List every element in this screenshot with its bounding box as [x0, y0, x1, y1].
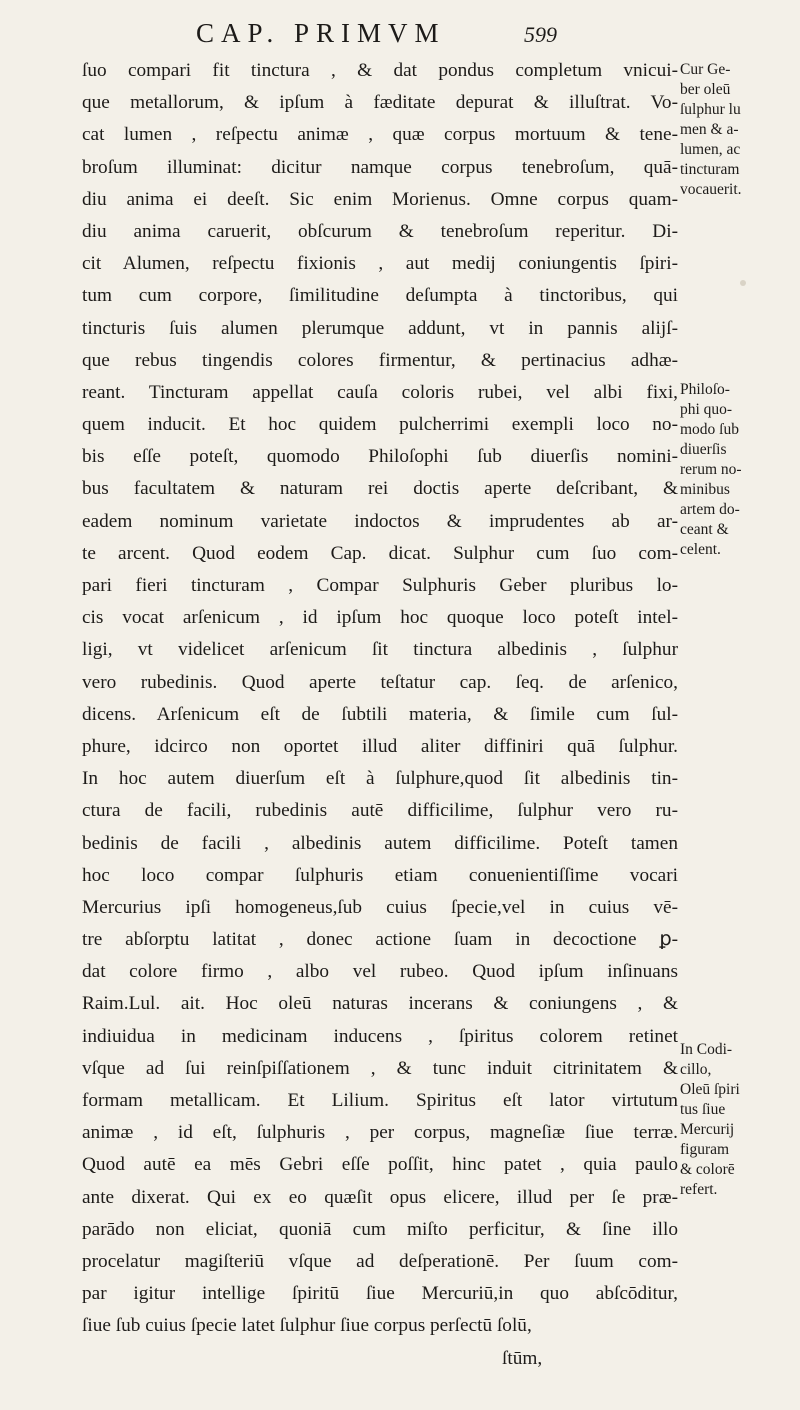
text-line: ante dixerat. Qui ex eo quæſit opus elicere, illud per ſe præ-	[82, 1186, 678, 1208]
margin-line: Oleū ſpiri	[680, 1081, 740, 1098]
margin-line: ber oleū	[680, 81, 731, 98]
text-line: bus facultatem & naturam rei doctis aperte deſcribant, &	[82, 478, 678, 500]
text-line: phure, idcirco non oportet illud aliter diffiniri quā ſulphur.	[82, 735, 678, 757]
text-line: dicens. Arſenicum eſt de ſubtili materia, & ſimile cum ſul-	[82, 703, 678, 725]
text-line: diu anima ei deeſt. Sic enim Morienus. Omne corpus quam-	[82, 188, 678, 210]
text-line: eadem nominum varietate indoctos & imprudentes ab ar-	[82, 510, 678, 532]
text-line: dat colore firmo , albo vel rubeo. Quod ipſum inſinuans	[82, 961, 678, 983]
margin-note-geber	[680, 60, 798, 200]
text-line: ligi, vt videlicet arſenicum ſit tinctura albedinis , ſulphur	[82, 639, 678, 661]
text-line: broſum illuminat: dicitur namque corpus tenebroſum, quā-	[82, 156, 678, 178]
text-line: ſiue ſub cuius ſpecie latet ſulphur ſiue corpus perſectū ſolū,	[82, 1315, 532, 1337]
margin-note-codicillo	[680, 1040, 798, 1200]
text-line: hoc loco compar ſulphuris etiam conuenientiſſime vocari	[82, 864, 678, 886]
margin-line: Philoſo-	[680, 381, 730, 398]
margin-line: men & a-	[680, 121, 739, 138]
catchword: ſtūm,	[502, 1347, 543, 1369]
text-line: vſque ad ſui reinſpiſſationem , & tunc induit citrinitatem &	[82, 1057, 678, 1079]
text-line: parādo non eliciat, quoniā cum miſto perficitur, & ſine illo	[82, 1218, 678, 1240]
text-line: bedinis de facili , albedinis autem difficilime. Poteſt tamen	[82, 832, 678, 854]
paper-stain	[740, 280, 746, 286]
margin-line: & colorē	[680, 1161, 735, 1178]
margin-line: minibus	[680, 481, 730, 498]
text-line: que rebus tingendis colores firmentur, & pertinacius adhæ-	[82, 349, 678, 371]
margin-line: cillo,	[680, 1061, 712, 1078]
margin-note-philosophi	[680, 380, 798, 560]
margin-line: tus ſiue	[680, 1101, 726, 1118]
text-line: bis eſſe poteſt, quomodo Philoſophi ſub diuerſis nomini-	[82, 446, 678, 468]
margin-line: refert.	[680, 1181, 718, 1198]
text-line: Mercurius ipſi homogeneus,ſub cuius ſpecie,vel in cuius vē-	[82, 896, 678, 918]
text-line: quem inducit. Et hoc quidem pulcherrimi exempli loco no-	[82, 414, 678, 436]
margin-line: diuerſis	[680, 441, 727, 458]
text-line: te arcent. Quod eodem Cap. dicat. Sulphur cum ſuo com-	[82, 542, 678, 564]
text-line: indiuidua in medicinam inducens , ſpiritus colorem retinet	[82, 1025, 678, 1047]
margin-line: Mercurij	[680, 1121, 735, 1138]
main-text-block	[82, 55, 678, 1375]
margin-line: ſulphur lu	[680, 101, 741, 118]
margin-line: celent.	[680, 541, 721, 558]
text-line: tum cum corpore, ſimilitudine deſumpta à tinctoribus, qui	[82, 285, 678, 307]
margin-line: tincturam	[680, 161, 740, 178]
text-line: animæ , id eſt, ſulphuris , per corpus, magneſiæ ſiue terræ.	[82, 1122, 678, 1144]
text-line: cit Alumen, reſpectu fixionis , aut medij coniungentis ſpiri-	[82, 253, 678, 275]
text-line: par igitur intellige ſpiritū ſiue Mercuriū,in quo abſcōditur,	[82, 1283, 678, 1305]
text-line: Raim.Lul. ait. Hoc oleū naturas incerans & coniungens , &	[82, 993, 678, 1015]
text-line: cat lumen , reſpectu animæ , quæ corpus mortuum & tene-	[82, 124, 678, 146]
text-line: diu anima caruerit, obſcurum & tenebroſum reperitur. Di-	[82, 220, 678, 242]
text-line: Quod autē ea mēs Gebri eſſe poſſit, hinc patet , quia paulo	[82, 1154, 678, 1176]
page-number: 599	[524, 22, 557, 47]
text-line: formam metallicam. Et Lilium. Spiritus eſt lator virtutum	[82, 1090, 678, 1111]
margin-line: vocauerit.	[680, 181, 742, 198]
margin-line: rerum no-	[680, 461, 742, 478]
text-line: pari fieri tincturam , Compar Sulphuris Geber pluribus lo-	[82, 575, 678, 596]
text-line: procelatur magiſteriū vſque ad deſperationē. Per ſuum com-	[82, 1250, 678, 1272]
running-header: CAP. PRIMVM	[196, 18, 446, 48]
margin-line: figuram	[680, 1141, 730, 1158]
text-line: reant. Tincturam appellat cauſa coloris rubei, vel albi fixi,	[82, 381, 678, 403]
text-line: In hoc autem diuerſum eſt à ſulphure,quod ſit albedinis tin-	[82, 768, 678, 790]
margin-line: modo ſub	[680, 421, 739, 438]
text-line: que metallorum, & ipſum à fæditate depurat & illuſtrat. Vo-	[82, 92, 678, 114]
margin-line: Cur Ge-	[680, 61, 731, 78]
text-line: cis vocat arſenicum , id ipſum hoc quoque loco poteſt intel-	[82, 607, 678, 629]
margin-line: artem do-	[680, 501, 740, 518]
text-line: vero rubedinis. Quod aperte teſtatur cap. ſeq. de arſenico,	[82, 671, 678, 693]
margin-line: phi quo-	[680, 401, 733, 418]
text-line: ctura de facili, rubedinis autē difficilime, ſulphur vero ru-	[82, 800, 678, 822]
margin-line: lumen, ac	[680, 141, 741, 158]
margin-line: ceant &	[680, 521, 729, 538]
text-line: tincturis ſuis alumen plerumque addunt, vt in pannis alijſ-	[82, 317, 678, 339]
margin-line: In Codi-	[680, 1041, 733, 1058]
text-line: ſuo compari fit tinctura , & dat pondus completum vnicui-	[82, 60, 678, 81]
text-line: tre abſorptu latitat , donec actione ſuam in decoctione ꝑ-	[82, 929, 678, 951]
